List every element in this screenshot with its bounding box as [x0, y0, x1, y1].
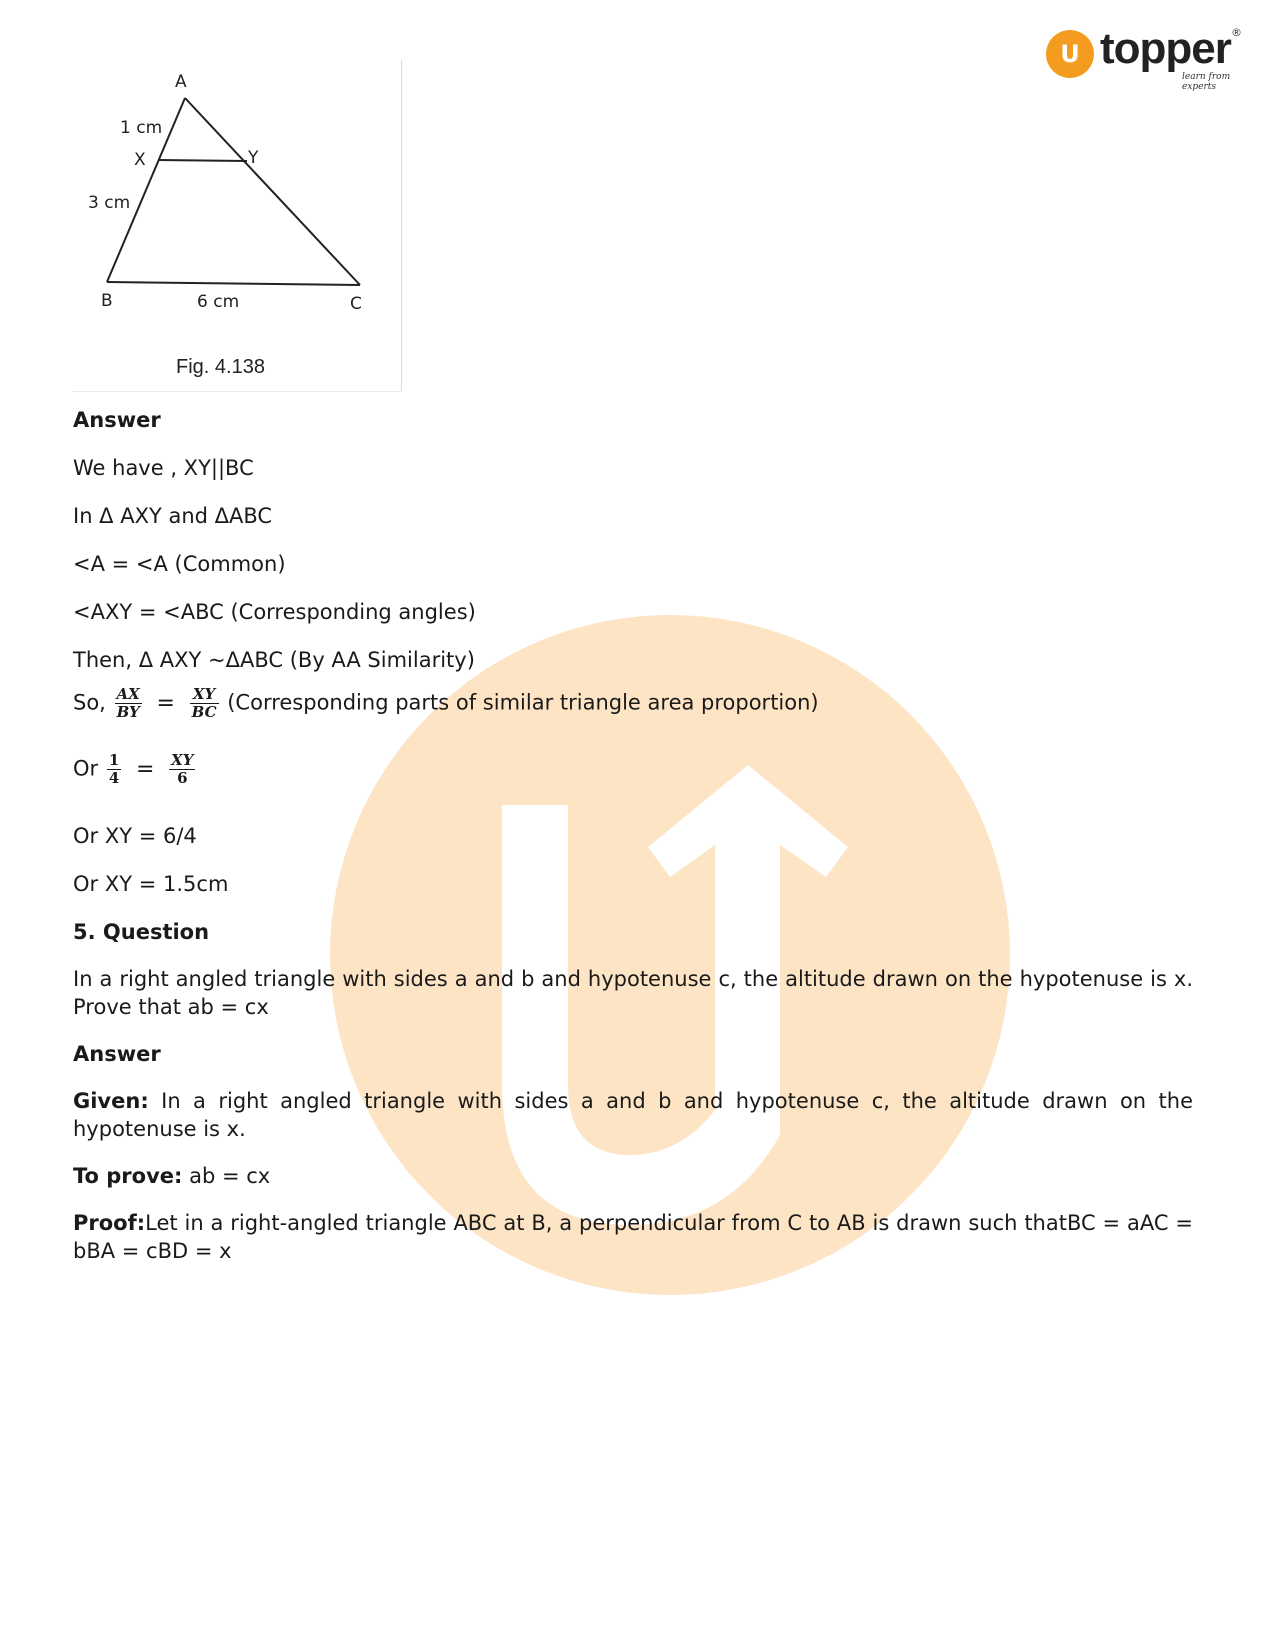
question-5-text: In a right angled triangle with sides a and b and hypotenuse c, the altitude drawn on the hypotenuse is x. Prove that ab = cx — [73, 967, 1193, 1019]
length-bc-label: 6 cm — [197, 292, 240, 312]
vertex-c-label: C — [350, 294, 362, 314]
answer-line-5: Then, Δ AXY ~ΔABC (By AA Similarity) — [73, 648, 475, 672]
brand-name: topper — [1100, 24, 1231, 73]
segment-xy — [158, 160, 247, 161]
answer-line-4: <AXY = <ABC (Corresponding angles) — [73, 600, 476, 624]
vertex-a-label: A — [175, 72, 187, 92]
proof-paragraph — [73, 1209, 1193, 1265]
given-paragraph — [73, 1087, 1193, 1143]
answer-step-4: Or XY = 1.5cm — [73, 872, 229, 896]
or-prefix: Or — [73, 756, 99, 781]
equals-sign: = — [156, 690, 175, 716]
fraction-ax-by: $\frac{AX}{BY}$ — [116, 685, 140, 721]
equals-sign-2: = — [135, 756, 155, 782]
brand-badge-icon: U — [1046, 30, 1094, 78]
so-prefix: So, — [73, 690, 106, 715]
answer-heading-2: Answer — [73, 1042, 161, 1066]
proportion-reason: (Corresponding parts of similar triangle area proportion) — [227, 690, 819, 715]
given-text: In a right angled triangle with sides a and b and hypotenuse c, the altitude drawn on the hypotenuse is x. — [73, 1089, 1193, 1141]
proof-text: Let in a right-angled triangle ABC at B, a perpendicular from C to AB is drawn such thatBC = aAC = bBA = cBD = x — [73, 1211, 1193, 1263]
answer-line-3: <A = <A (Common) — [73, 552, 286, 576]
given-label: Given: — [73, 1089, 149, 1113]
to-prove-line — [73, 1162, 270, 1190]
fraction-1-4: $\frac{1}{4}$ — [108, 751, 120, 787]
vertex-x-label: X — [134, 150, 146, 170]
vertex-b-label: B — [101, 291, 113, 311]
vertex-y-label: Y — [248, 148, 259, 168]
fraction-xy-6: $\frac{XY}{6}$ — [171, 751, 194, 787]
triangle-diagram — [72, 60, 402, 392]
side-bc — [107, 282, 360, 285]
length-ax-label: 1 cm — [120, 118, 163, 138]
proportion-line — [73, 686, 819, 721]
answer-step-3: Or XY = 6/4 — [73, 824, 197, 848]
brand-logo — [1046, 26, 1246, 90]
brand-tagline: learn from experts — [1182, 72, 1231, 92]
to-prove-label: To prove: — [73, 1164, 183, 1188]
fraction-xy-bc: $\frac{XY}{BC}$ — [191, 685, 217, 721]
figure-caption: Fig. 4.138 — [176, 356, 265, 378]
to-prove-text: ab = cx — [182, 1164, 271, 1188]
answer-heading-1: Answer — [73, 408, 161, 432]
substitution-line — [73, 752, 197, 787]
length-xb-label: 3 cm — [88, 193, 131, 213]
question-5-heading: 5. Question — [73, 920, 210, 944]
triangle-figure — [72, 60, 402, 392]
side-ac — [185, 98, 360, 285]
brand-registered-mark: ® — [1231, 26, 1242, 39]
answer-line-2: In Δ AXY and ΔABC — [73, 504, 273, 528]
proof-label: Proof: — [73, 1211, 146, 1235]
answer-line-1: We have , XY||BC — [73, 456, 254, 480]
